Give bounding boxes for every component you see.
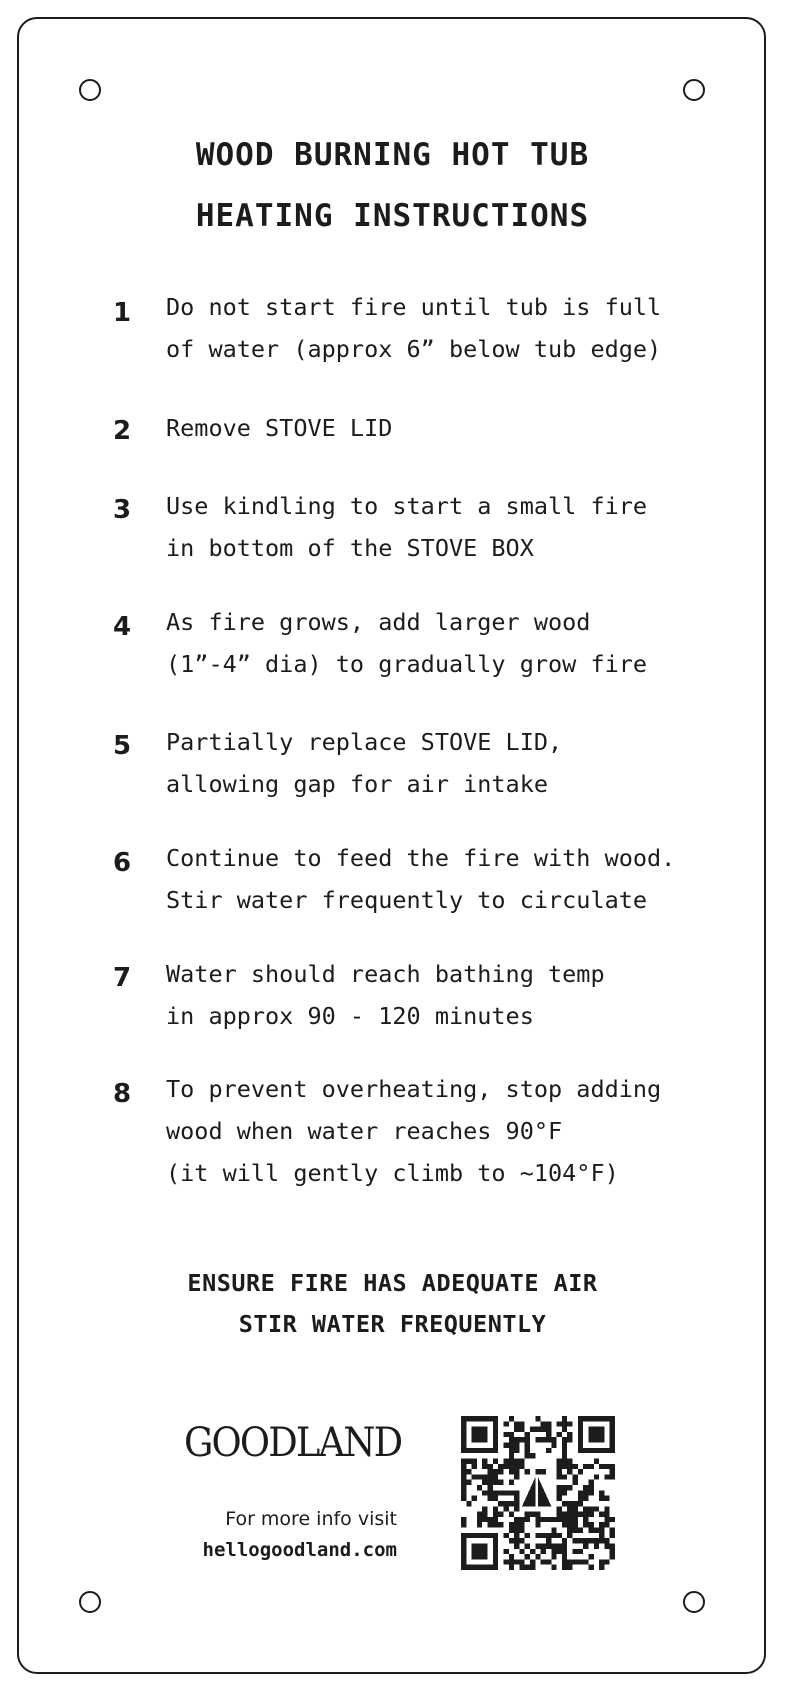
step-number: 6 [113,848,132,878]
warning-stir: STIR WATER FREQUENTLY [238,1310,547,1338]
step-text: allowing gap for air intake [166,770,549,798]
qr-code-icon[interactable] [461,1416,615,1570]
step-number: 1 [113,298,132,328]
title-line-2: HEATING INSTRUCTIONS [195,198,590,234]
step-text: (1”-4” dia) to gradually grow fire [166,650,648,678]
step-number: 7 [113,963,132,993]
mounting-hole-bottom-left [79,1591,101,1613]
mounting-hole-bottom-right [683,1591,705,1613]
goodland-logo: GOODLAND [184,1420,402,1466]
step-number: 4 [113,612,132,642]
title-line-1: WOOD BURNING HOT TUB [195,137,590,173]
step-number: 8 [113,1079,132,1109]
step-text: As fire grows, add larger wood [166,608,591,636]
step-text: Remove STOVE LID [166,414,393,442]
mounting-hole-top-right [683,79,705,101]
mounting-hole-top-left [79,79,101,101]
warning-air: ENSURE FIRE HAS ADEQUATE AIR [187,1269,598,1297]
step-text: To prevent overheating, stop adding [166,1075,662,1103]
step-text: of water (approx 6” below tub edge) [166,335,662,363]
step-text: (it will gently climb to ~104°F) [166,1159,619,1187]
step-text: in bottom of the STOVE BOX [166,534,534,562]
step-text: Partially replace STOVE LID, [166,728,563,756]
step-text: wood when water reaches 90°F [166,1117,563,1145]
step-text: Do not start fire until tub is full [166,293,662,321]
step-number: 3 [113,495,132,525]
step-text: in approx 90 - 120 minutes [166,1002,534,1030]
step-text: Continue to feed the fire with wood. [166,844,676,872]
step-text: Use kindling to start a small fire [166,492,648,520]
step-number: 2 [113,416,132,446]
step-number: 5 [113,731,132,761]
website-url[interactable]: hellogoodland.com [202,1539,397,1561]
step-text: Water should reach bathing temp [166,960,605,988]
step-text: Stir water frequently to circulate [166,886,648,914]
info-text: For more info visit [225,1508,397,1530]
